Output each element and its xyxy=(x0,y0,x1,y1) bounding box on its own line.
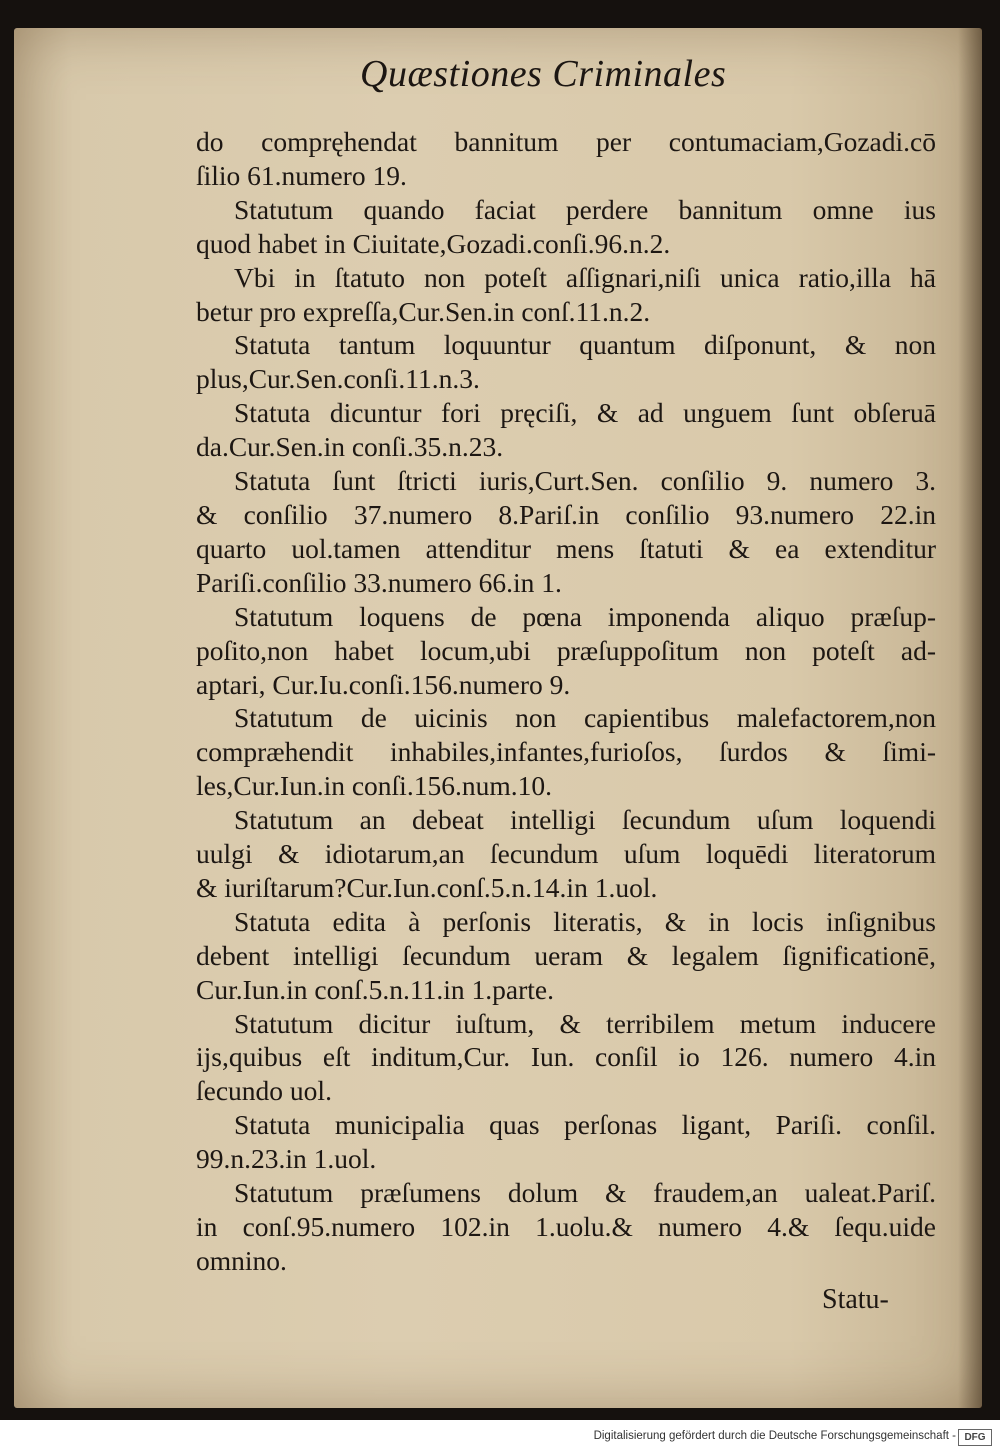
text-line: Statutum dicitur iuſtum, & terribilem metum inducere xyxy=(234,1007,936,1039)
paragraph xyxy=(196,1007,936,1109)
text-line: omnino. xyxy=(196,1244,287,1276)
page-gutter-shadow xyxy=(958,28,982,1408)
text-line: & conſilio 37.numero 8.Pariſ.in conſilio 93.numero 22.in xyxy=(196,498,936,530)
dfg-logo-icon: DFG xyxy=(958,1429,992,1446)
running-title: Quæstiones Criminales xyxy=(360,53,727,95)
text-line: Statuta edita à perſonis literatis, & in locis inſignibus xyxy=(234,905,936,937)
text-line: Statutum quando faciat perdere bannitum omne ius xyxy=(234,193,936,225)
text-line: Statutum an debeat intelligi ſecundum uſum loquendi xyxy=(234,804,936,836)
text-line: betur pro expreſſa,Cur.Sen.in conſ.11.n.2. xyxy=(196,295,651,327)
text-line: Cur.Iun.in conſ.5.n.11.in 1.parte. xyxy=(196,973,554,1005)
text-line: compræhendit inhabiles,infantes,furioſos, ſurdos & ſimi- xyxy=(196,736,936,768)
paragraph xyxy=(196,600,936,702)
text-line: Statutum de uicinis non capientibus malefactorem,non xyxy=(234,702,936,734)
paragraph xyxy=(196,701,936,803)
funding-credit: Digitalisierung gefördert durch die Deutsche Forschungsgemeinschaft - xyxy=(593,1430,956,1442)
text-line: les,Cur.Iun.in conſi.156.num.10. xyxy=(196,770,552,802)
page-body xyxy=(196,125,936,1278)
text-line: ſilio 61.numero 19. xyxy=(196,159,407,191)
text-line: in conſ.95.numero 102.in 1.uolu.& numero 4.& ſequ.uide xyxy=(196,1211,936,1242)
paragraph xyxy=(196,328,936,396)
text-line: ſecundo uol. xyxy=(196,1075,332,1107)
text-line: da.Cur.Sen.in conſi.35.n.23. xyxy=(196,431,504,463)
text-line: ijs,quibus eſt inditum,Cur. Iun. conſil io 126. numero 4.in xyxy=(196,1041,936,1073)
text-line: aptari, Cur.Iu.conſi.156.numero 9. xyxy=(196,668,571,700)
text-line: Statuta ſunt ſtricti iuris,Curt.Sen. conſilio 9. numero 3. xyxy=(234,465,936,497)
text-line: & iuriſtarum?Cur.Iun.conſ.5.n.14.in 1.uol. xyxy=(196,871,658,903)
text-line: Statutum præſumens dolum & fraudem,an ualeat.Pariſ. xyxy=(234,1177,936,1209)
paragraph xyxy=(196,125,936,193)
paragraph xyxy=(196,1176,936,1278)
text-line: debent intelligi ſecundum ueram & legalem ſignificationē, xyxy=(196,939,936,971)
paragraph xyxy=(196,193,936,261)
text-line: Statuta tantum loquuntur quantum diſponunt, & non xyxy=(234,329,936,361)
text-line: uulgi & idiotarum,an ſecundum uſum loquēdi literatorum xyxy=(196,838,936,870)
text-line: Vbi in ſtatuto non poteſt aſſignari,niſi unica ratio,illa hā xyxy=(234,261,936,293)
text-line: quarto uol.tamen attenditur mens ſtatuti & ea extenditur xyxy=(196,532,936,564)
text-line: 99.n.23.in 1.uol. xyxy=(196,1143,377,1175)
text-line: Statuta dicuntur fori pręciſi, & ad unguem ſunt obſeruā xyxy=(234,397,936,429)
text-line: do compręhendat bannitum per contumaciam,Gozadi.cō xyxy=(196,126,936,157)
text-line: poſito,non habet locum,ubi præſuppoſitum non poteſt ad- xyxy=(196,634,936,666)
text-line: quod habet in Ciuitate,Gozadi.conſi.96.n.2. xyxy=(196,227,671,259)
digitization-footer xyxy=(0,1420,1000,1453)
paragraph xyxy=(196,261,936,329)
catchword: Statu- xyxy=(822,1284,889,1315)
paragraph xyxy=(196,396,936,464)
paragraph xyxy=(196,464,936,600)
text-line: Pariſi.conſilio 33.numero 66.in 1. xyxy=(196,566,562,598)
text-line: plus,Cur.Sen.conſi.11.n.3. xyxy=(196,363,480,395)
text-line: Statutum loquens de pœna imponenda aliquo præſup- xyxy=(234,600,936,632)
paragraph xyxy=(196,803,936,905)
paragraph xyxy=(196,905,936,1007)
text-line: Statuta municipalia quas perſonas ligant, Pariſi. conſil. xyxy=(234,1109,936,1141)
paragraph xyxy=(196,1108,936,1176)
